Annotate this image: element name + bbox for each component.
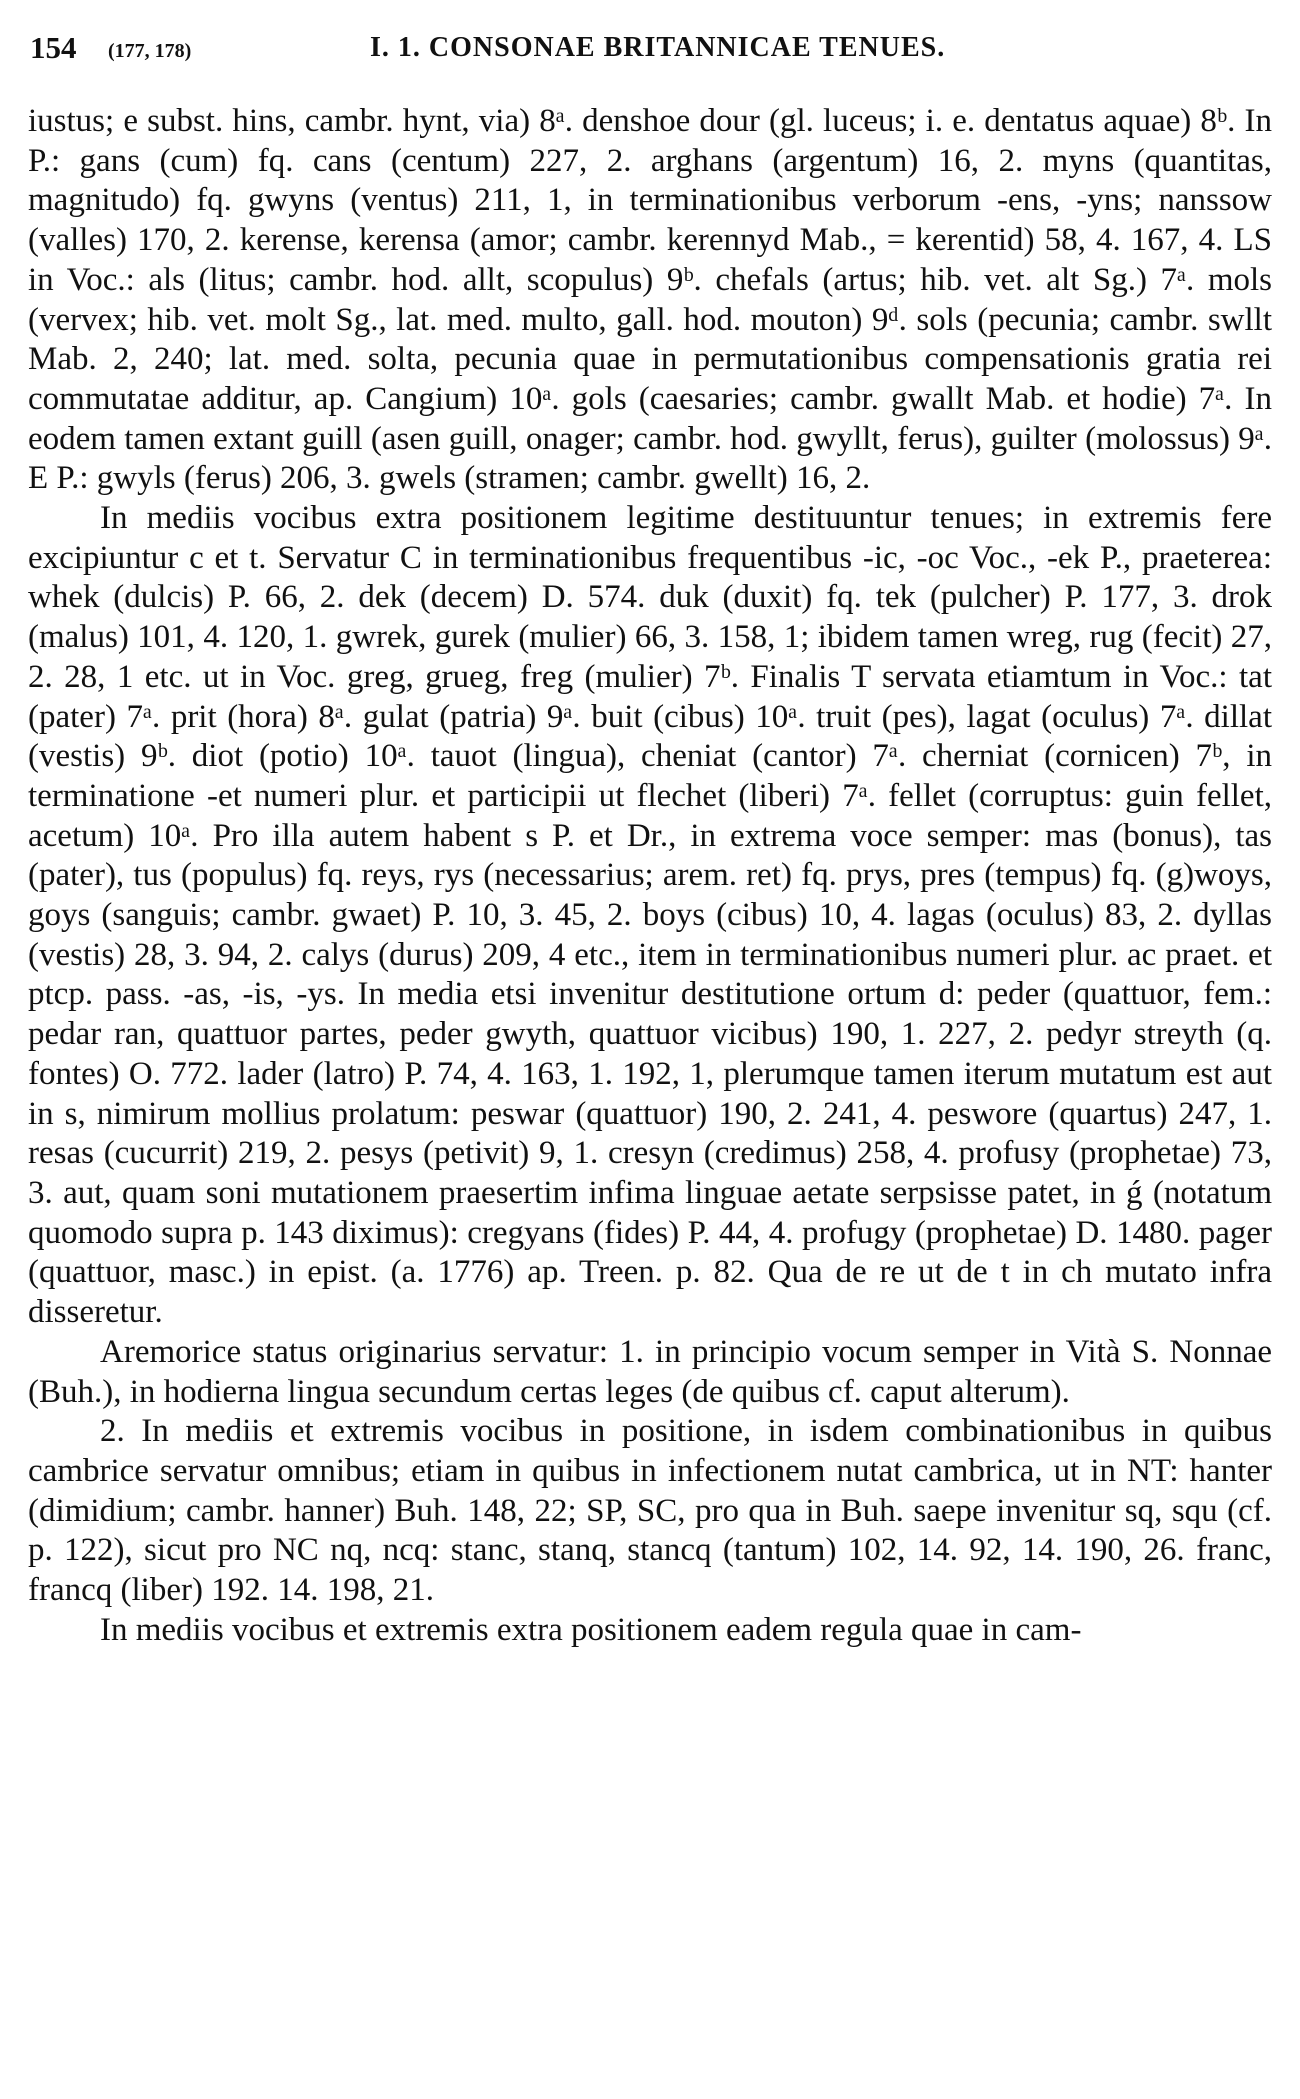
paragraph-final: In mediis vocibus et extremis extra positionem eadem regula quae in cam- bbox=[100, 1611, 1082, 1648]
page-number: 154 bbox=[30, 30, 77, 65]
section-refs: (177, 178) bbox=[108, 40, 192, 62]
chapter-title: I. 1. CONSONAE BRITANNICAE TENUES. bbox=[370, 32, 946, 63]
paragraph-tenues-mediis: In mediis vocibus extra positionem legitime destituuntur tenues; in extremis fere excipiuntur c et t. Servatur C in terminationibus frequentibus -ic, -oc Voc., -ek P., praeterea: whek (dulcis) P. 66, 2. dek (decem) D. 574. duk (duxit) fq. tek (pulcher) P. 177, 3. drok (malus) 101, 4. 120, 1. gwrek, gurek (mulier) 66, 3. 158, 1; ibidem tamen wreg, rug (fecit) 27, 2. 28, 1 etc. ut in Voc. greg, grueg, freg (mulier) 7ᵇ. Finalis T servata etiamtum in Voc.: tat (pater) 7ᵃ. prit (hora) 8ᵃ. gulat (patria) 9ᵃ. buit (cibus) 10ᵃ. truit (pes), lagat (oculus) 7ᵃ. dillat (vestis) 9ᵇ. diot (potio) 10ᵃ. tauot (lingua), cheniat (cantor) 7ᵃ. cherniat (cornicen) 7ᵇ, in terminatione -et numeri plur. et participii ut flechet (liberi) 7ᵃ. fellet (corruptus: guin fellet, acetum) 10ᵃ. Pro illa autem habent s P. et Dr., in extrema voce semper: mas (bonus), tas (pater), tus (populus) fq. reys, rys (necessarius; arem. ret) fq. prys, pres (tempus) fq. (g)woys, goys (sanguis; cambr. gwaet) P. 10, 3. 45, 2. boys (cibus) 10, 4. lagas (oculus) 83, 2. dyllas (vestis) 28, 3. 94, 2. calys (durus) 209, 4 etc., item in terminationibus numeri plur. ac praet. et ptcp. pass. -as, -is, -ys. In media etsi invenitur destitutione ortum d: peder (quattuor, fem.: pedar ran, quattuor partes, peder gwyth, quattuor vicibus) 190, 1. 227, 2. pedyr streyth (q. fontes) O. 772. lader (latro) P. 74, 4. 163, 1. 192, 1, plerumque tamen iterum mutatum est aut in s, nimirum mollius prolatum: peswar (quattuor) 190, 2. 241, 4. peswore (quartus) 247, 1. resas (cucurrit) 219, 2. pesys (petivit) 9, 1. cresyn (credimus) 258, 4. profusy (prophetae) 73, 3. aut, quam soni mutationem praesertim infima linguae aetate serpsisse patet, in ǵ (notatum quomodo supra p. 143 diximus): cregyans (fides) P. 44, 4. profugy (prophetae) D. 1480. pager (quattuor, masc.) in epist. (a. 1776) ap. Treen. p. 82. Qua de re ut de t in ch mutato infra disseretur. bbox=[28, 500, 1272, 1331]
paragraph-numbered-2: 2. In mediis et extremis vocibus in positione, in isdem combinationibus in quibus cambrice servatur omnibus; etiam in quibus in infectionem nutat cambrica, ut in NT: hanter (dimidium; cambr. hanner) Buh. 148, 22; SP, SC, pro qua in Buh. saepe invenitur sq, squ (cf. p. 122), sicut pro NC nq, ncq: stanc, stanq, stancq (tantum) 102, 14. 92, 14. 190, 26. franc, francq (liber) 192. 14. 198, 21. bbox=[28, 1413, 1272, 1609]
paragraph-aremorice: Aremorice status originarius servatur: 1. in principio vocum semper in Vità S. Nonnae (Buh.), in hodierna lingua secundum certas leges (de quibus cf. caput alterum). bbox=[28, 1333, 1272, 1410]
running-head bbox=[30, 28, 1270, 68]
paragraph-continued: iustus; e subst. hins, cambr. hynt, via) 8ᵃ. denshoe dour (gl. luceus; i. e. dentatus aquae) 8ᵇ. In P.: gans (cum) fq. cans (centum) 227, 2. arghans (argentum) 16, 2. myns (quantitas, magnitudo) fq. gwyns (ventus) 211, 1, in terminationibus verborum -ens, -yns; nanssow (valles) 170, 2. kerense, kerensa (amor; cambr. kerennyd Mab., = kerentid) 58, 4. 167, 4. LS in Voc.: als (litus; cambr. hod. allt, scopulus) 9ᵇ. chefals (artus; hib. vet. alt Sg.) 7ᵃ. mols (vervex; hib. vet. molt Sg., lat. med. multo, gall. hod. mouton) 9ᵈ. sols (pecunia; cambr. swllt Mab. 2, 240; lat. med. solta, pecunia quae in permutationibus compensationis gratia rei commutatae additur, ap. Cangium) 10ᵃ. gols (caesaries; cambr. gwallt Mab. et hodie) 7ᵃ. In eodem tamen extant guill (asen guill, onager; cambr. hod. gwyllt, ferus), guilter (molossus) 9ᵃ. E P.: gwyls (ferus) 206, 3. gwels (stramen; cambr. gwellt) 16, 2. bbox=[28, 103, 1272, 497]
body-text bbox=[28, 102, 1272, 1650]
